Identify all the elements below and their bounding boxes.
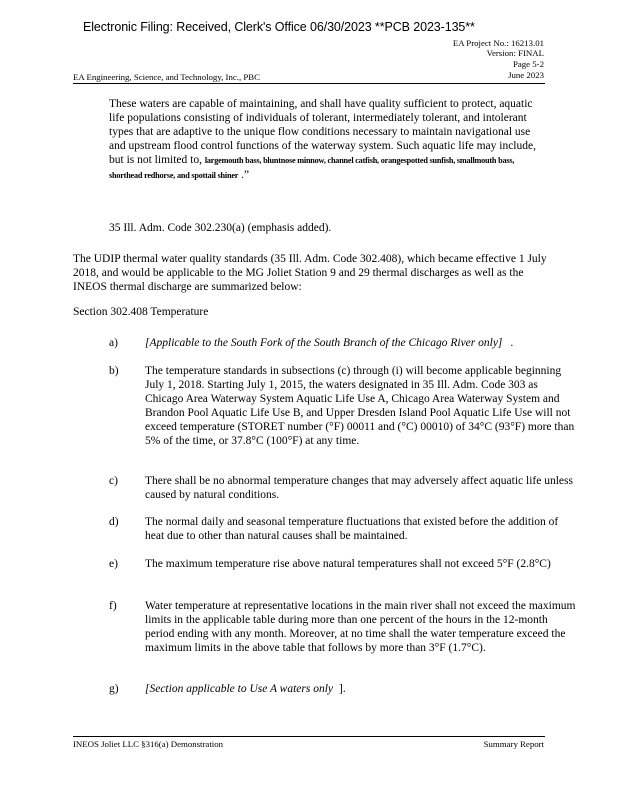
item-label: f) bbox=[109, 600, 117, 612]
item-text: The normal daily and seasonal temperature fluctuations that existed before the addition of heat due to other than natural causes shall be maintained. bbox=[145, 516, 559, 542]
footer-right: Summary Report bbox=[483, 739, 544, 749]
item-text: Water temperature at representative locations in the main river shall not exceed the maximum limits in the applicable table during more than one percent of the hours in the 12-month period ending with any month. Moreover, at no time shall the water temperature exceed the maximum limits in the above table that follows by more than 3°F (1.7°C). bbox=[145, 600, 576, 654]
quote-closing: .” bbox=[241, 168, 250, 181]
item-label: d) bbox=[109, 516, 119, 528]
report-date: June 2023 bbox=[508, 70, 544, 80]
footer-left: INEOS Joliet LLC §316(a) Demonstration bbox=[73, 739, 224, 749]
intro-paragraph: The UDIP thermal water quality standards (35 Ill. Adm. Code 302.408), which became effective 1 July 2018, and would be applicable to the MG Joliet Station 9 and 29 thermal discharges as well as the INEOS thermal discharge are summarized below: bbox=[73, 253, 547, 293]
filing-stamp: Electronic Filing: Received, Clerk's Office 06/30/2023 **PCB 2023-135** bbox=[83, 20, 475, 34]
quote-species-list: largemouth bass, bluntnose minnow, channel catfish, orangespotted sunfish, smallmouth bass, shorthead redhorse, and spottail shiner bbox=[109, 156, 515, 180]
section-heading: Section 302.408 Temperature bbox=[73, 306, 209, 318]
item-label: c) bbox=[109, 475, 118, 487]
header-rule bbox=[73, 83, 545, 84]
project-number: EA Project No.: 16213.01 bbox=[452, 38, 544, 48]
version-label: Version: FINAL bbox=[486, 48, 544, 58]
item-text: The maximum temperature rise above natural temperatures shall not exceed 5°F (2.8°C) bbox=[145, 558, 551, 570]
item-suffix: . bbox=[510, 337, 514, 349]
citation: 35 Ill. Adm. Code 302.230(a) (emphasis added). bbox=[109, 222, 332, 234]
company-name: EA Engineering, Science, and Technology, Inc., PBC bbox=[73, 72, 261, 82]
item-label: g) bbox=[109, 683, 119, 695]
item-label: b) bbox=[109, 365, 119, 377]
item-text: There shall be no abnormal temperature changes that may adversely affect aquatic life unless caused by natural conditions. bbox=[145, 475, 573, 501]
footer-rule bbox=[73, 736, 545, 737]
item-text: [Section applicable to Use A waters only bbox=[145, 683, 334, 695]
item-text: The temperature standards in subsections (c) through (i) will become applicable beginning July 1, 2018. Starting July 1, 2015, the waters designated in 35 Ill. Adm. Code 303 as Chicago Area Waterway System Aquatic Life Use A, Chicago Area Waterway System and Brandon Pool Aquatic Life Use B, and Upper Dresden Island Pool Aquatic Life Use will not exceed temperature (STORET number (°F) 00011 and (°C) 00010) of 34°C (93°F) more than 5% of the time, or 37.8°C (100°F) at any time. bbox=[145, 365, 575, 447]
item-label: a) bbox=[109, 337, 118, 349]
item-label: e) bbox=[109, 558, 118, 570]
item-text: [Applicable to the South Fork of the South Branch of the Chicago River only] bbox=[145, 337, 503, 349]
block-quote bbox=[109, 97, 549, 182]
item-suffix: ]. bbox=[339, 683, 346, 695]
page-number: Page 5-2 bbox=[512, 59, 544, 69]
quote-body: These waters are capable of maintaining, and shall have quality sufficient to protect, aquatic life populations consisting of individuals of tolerant, intermediately tolerant, and intolerant types that are adaptive to the unique flow conditions necessary to maintain navigational use and upstream flood control functions of the waterway system. Such aquatic life may include, but is not limited to, bbox=[109, 98, 536, 166]
